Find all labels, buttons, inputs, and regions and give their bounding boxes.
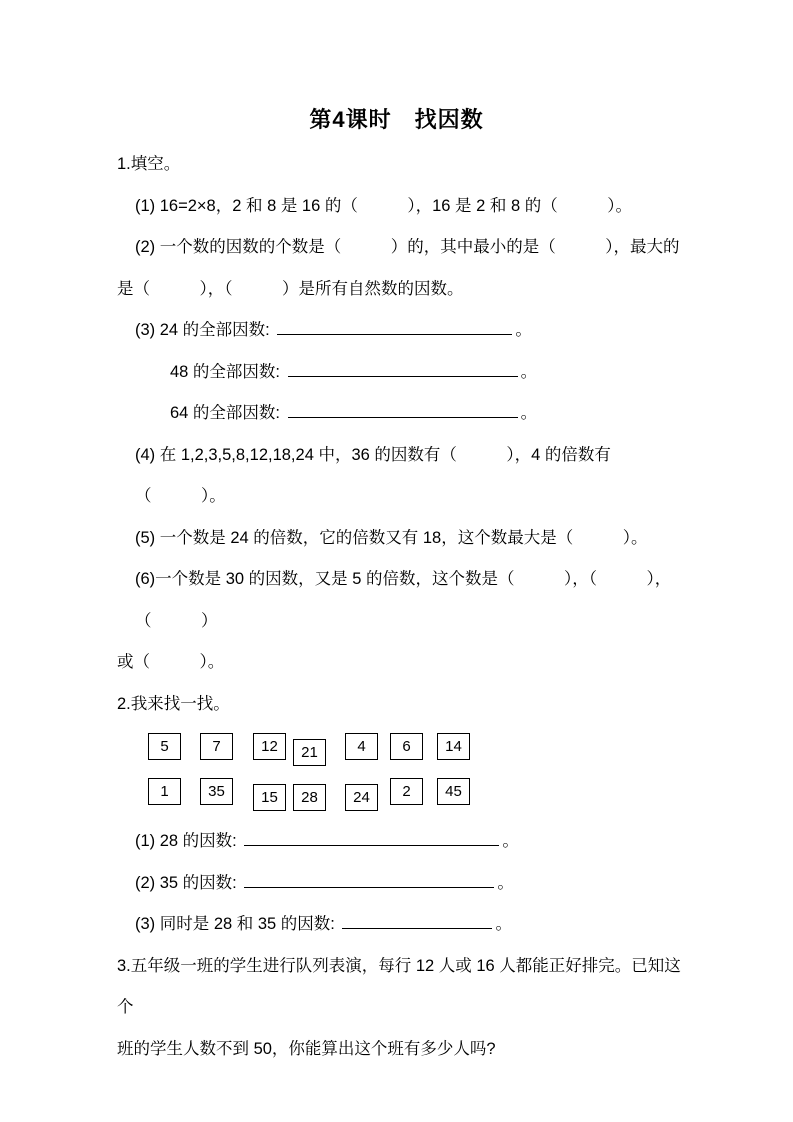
q1-item6-line1: (6)一个数是 30 的因数，又是 5 的倍数，这个数是（ ），（ ），（ ） — [135, 570, 672, 630]
q2-heading: 2.我来找一找。 — [117, 694, 230, 713]
page-title: 第4课时 找因数 — [309, 107, 484, 132]
q1-item2-line1: (2) 一个数的因数的个数是（ ）的，其中最小的是（ ），最大的 — [135, 238, 680, 256]
answer-blank-24-factors — [277, 329, 512, 335]
q1-item3b — [117, 352, 688, 394]
q1-item4: (4) 在 1,2,3,5,8,12,18,24 中，36 的因数有（ ），4 的倍数有（ ）。 — [135, 445, 611, 505]
q2-item2-label: (2) 35 的因数: — [135, 873, 242, 892]
answer-blank-48-factors — [288, 371, 518, 377]
q2-item3 — [117, 904, 688, 946]
period: 。 — [520, 404, 538, 422]
q2-item2 — [117, 863, 688, 905]
q1-item3b-label: 48 的全部因数: — [170, 362, 285, 381]
q1-heading: 1.填空。 — [117, 155, 181, 173]
number-box-row-1 — [117, 731, 688, 776]
q2-item1-label: (1) 28 的因数: — [135, 832, 242, 850]
period: 。 — [515, 321, 532, 339]
number-box: 7 — [200, 733, 233, 760]
q1-item6-line2: 或（ ）。 — [117, 653, 225, 671]
number-box: 1 — [148, 778, 181, 805]
number-box: 4 — [345, 733, 378, 760]
number-box: 28 — [293, 784, 326, 811]
q2-item1 — [117, 821, 688, 863]
number-box: 6 — [390, 733, 423, 760]
period: 。 — [502, 832, 519, 850]
q1-item5: (5) 一个数是 24 的倍数，它的倍数又有 18，这个数最大是（ ）。 — [135, 528, 648, 547]
worksheet-content — [0, 144, 793, 1070]
q1-item3c — [117, 393, 688, 435]
number-box: 24 — [345, 784, 378, 811]
q3-line2: 班的学生人数不到 50，你能算出这个班有多少人吗? — [117, 1039, 496, 1058]
number-box: 45 — [437, 778, 470, 805]
period: 。 — [495, 915, 512, 933]
q1-item3a — [117, 310, 688, 352]
number-box: 35 — [200, 778, 233, 805]
answer-blank-35-factors — [244, 882, 494, 888]
q1-item3a-label: (3) 24 的全部因数: — [135, 321, 275, 339]
q3-line1: 3.五年级一班的学生进行队列表演，每行 12 人或 16 人都能正好排完。已知这个 — [117, 956, 681, 1016]
q1-item3c-label: 64 的全部因数: — [170, 404, 285, 422]
number-box: 14 — [437, 733, 470, 760]
number-box: 21 — [293, 739, 326, 766]
answer-blank-64-factors — [288, 412, 518, 418]
number-box-row-2 — [117, 776, 688, 821]
q1-item1: (1) 16=2×8，2 和 8 是 16 的（ ），16 是 2 和 8 的（ ）。 — [135, 196, 632, 215]
answer-blank-common-factors — [342, 923, 492, 929]
number-box: 5 — [148, 733, 181, 760]
number-box: 15 — [253, 784, 286, 811]
number-box: 12 — [253, 733, 286, 760]
period: 。 — [520, 362, 538, 381]
answer-blank-28-factors — [244, 840, 499, 846]
q2-item3-label: (3) 同时是 28 和 35 的因数: — [135, 915, 340, 933]
q1-item2-line2: 是（ ），（ ）是所有自然数的因数。 — [117, 279, 464, 298]
number-box: 2 — [390, 778, 423, 805]
period: 。 — [497, 873, 514, 892]
